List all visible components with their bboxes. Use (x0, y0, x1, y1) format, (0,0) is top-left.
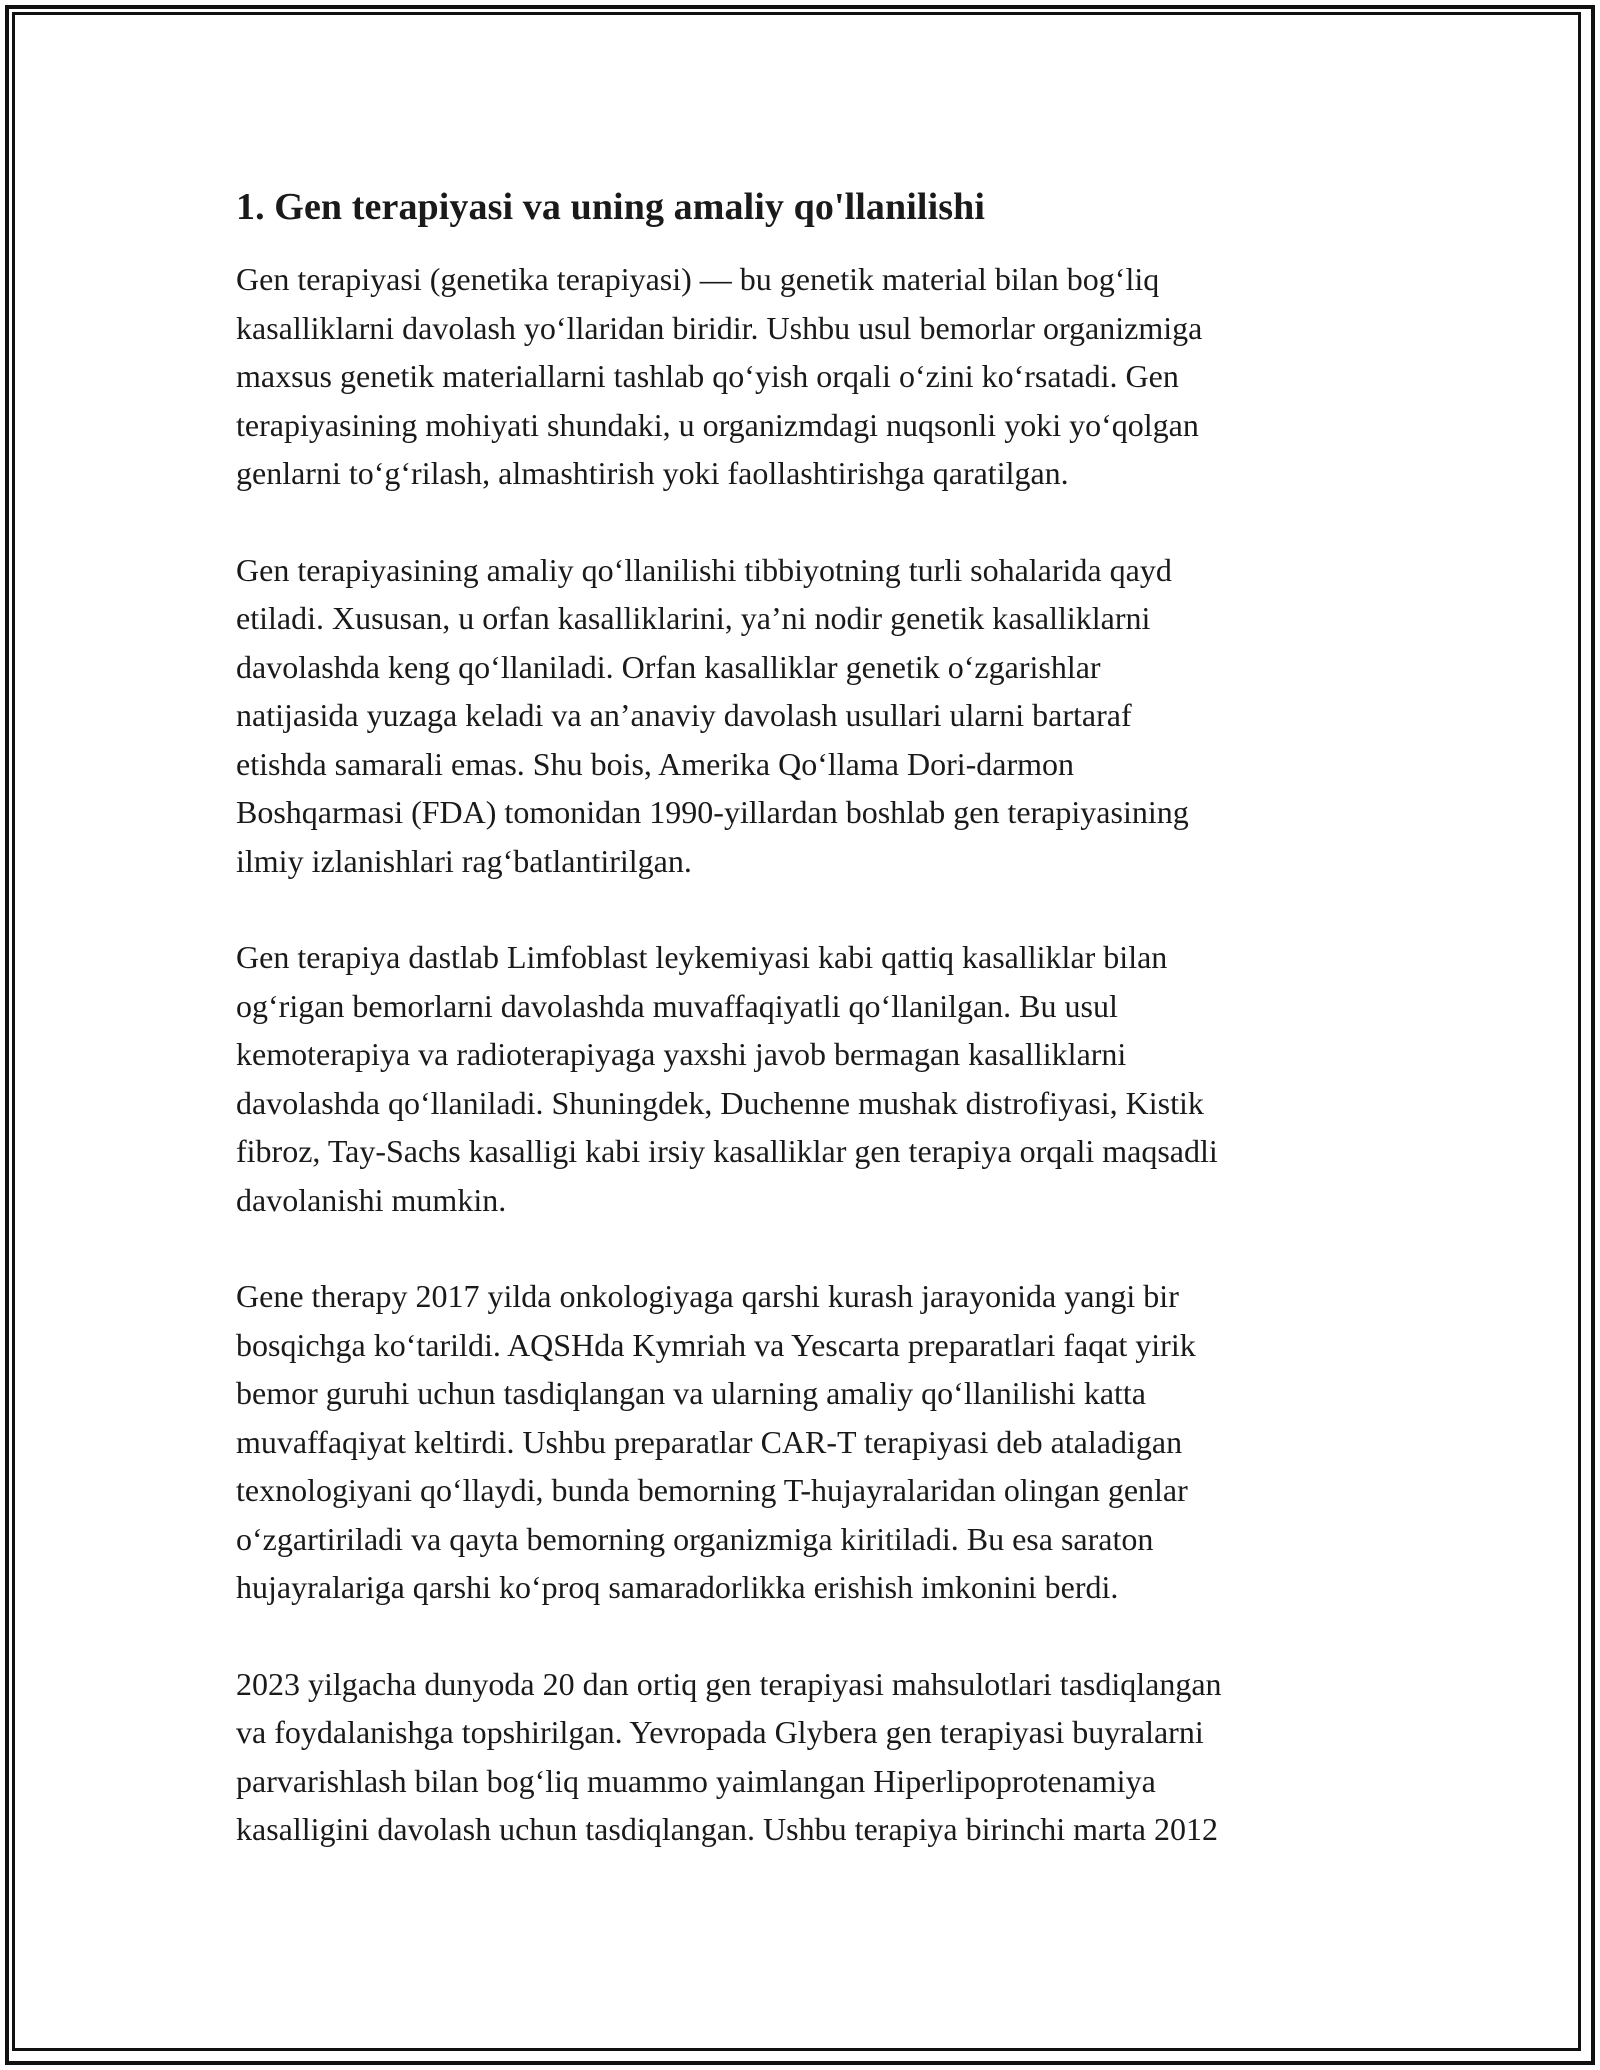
text-line: Gen terapiyasi (genetika terapiyasi) — bu genetik material bilan bog‘liq (236, 261, 1160, 297)
text-line: davolashda qo‘llaniladi. Shuningdek, Duchenne mushak distrofiyasi, Kistik (236, 1084, 1204, 1121)
paragraph-4 (236, 1272, 1386, 1612)
text-line: ilmiy izlanishlari rag‘batlantirilgan. (236, 842, 692, 879)
paragraph-3 (236, 933, 1386, 1224)
text-line: o‘zgartiriladi va qayta bemorning organizmiga kiritiladi. Bu esa saraton (236, 1520, 1154, 1557)
text-line: 2023 yilgacha dunyoda 20 dan ortiq gen terapiyasi mahsulotlari tasdiqlangan (236, 1665, 1222, 1702)
text-line: fibroz, Tay-Sachs kasalligi kabi irsiy kasalliklar gen terapiya orqali maqsadli (236, 1133, 1218, 1169)
text-line: etiladi. Xususan, u orfan kasalliklarini, ya’ni nodir genetik kasalliklarni (236, 600, 1151, 636)
paragraph-2 (236, 546, 1386, 886)
text-line: maxsus genetik materiallarni tashlab qo‘yish orqali o‘zini ko‘rsatadi. Gen (236, 358, 1179, 394)
text-line: hujayralariga qarshi ko‘proq samaradorlikka erishish imkonini berdi. (236, 1569, 1119, 1605)
text-line: kasalliklarni davolash yo‘llaridan biridir. Ushbu usul bemorlar organizmiga (236, 309, 1203, 346)
text-line: og‘rigan bemorlarni davolashda muvaffaqiyatli qo‘llanilgan. Bu usul (236, 987, 1118, 1024)
text-line: va foydalanishga topshirilgan. Yevropada Glybera gen terapiyasi buyralarni (236, 1714, 1204, 1750)
text-line: Gene therapy 2017 yilda onkologiyaga qarshi kurash jarayonida yangi bir (236, 1278, 1179, 1314)
text-line: Gen terapiyasining amaliy qo‘llanilishi tibbiyotning turli sohalarida qayd (236, 551, 1172, 588)
text-line: Gen terapiya dastlab Limfoblast leykemiyasi kabi qattiq kasalliklar bilan (236, 939, 1168, 975)
text-line: muvaffaqiyat keltirdi. Ushbu preparatlar CAR-T terapiyasi deb ataladigan (236, 1423, 1183, 1460)
paragraph-5 (236, 1660, 1386, 1854)
text-line: terapiyasining mohiyati shundaki, u organizmdagi nuqsonli yoki yo‘qolgan (236, 406, 1199, 443)
text-line: davolanishi mumkin. (236, 1181, 507, 1218)
text-line: parvarishlash bilan bog‘liq muammo yaimlangan Hiperlipoprotenamiya (236, 1762, 1156, 1799)
text-line: kasalligini davolash uchun tasdiqlangan. Ushbu terapiya birinchi marta 2012 (236, 1811, 1218, 1847)
text-line: bemor guruhi uchun tasdiqlangan va ularning amaliy qo‘llanilishi katta (236, 1375, 1146, 1411)
text-line: etishda samarali emas. Shu bois, Amerika Qo‘llama Dori-darmon (236, 745, 1075, 782)
text-line: genlarni to‘g‘rilash, almashtirish yoki faollashtirishga qaratilgan. (236, 455, 1069, 491)
section-heading: 1. Gen terapiyasi va uning amaliy qo'llanilishi (236, 186, 986, 228)
text-line: texnologiyani qo‘llaydi, bunda bemorning T-hujayralaridan olingan genlar (236, 1472, 1188, 1508)
paragraph-1 (236, 255, 1386, 498)
text-line: Boshqarmasi (FDA) tomonidan 1990-yillardan boshlab gen terapiyasining (236, 794, 1189, 830)
document-body (236, 183, 1386, 1902)
text-line: natijasida yuzaga keladi va an’anaviy davolash usullari ularni bartaraf (236, 697, 1132, 733)
text-line: bosqichga ko‘tarildi. AQSHda Kymriah va Yescarta preparatlari faqat yirik (236, 1326, 1196, 1363)
text-line: davolashda keng qo‘llaniladi. Orfan kasalliklar genetik o‘zgarishlar (236, 648, 1101, 685)
text-line: kemoterapiya va radioterapiyaga yaxshi javob bermagan kasalliklarni (236, 1036, 1127, 1072)
